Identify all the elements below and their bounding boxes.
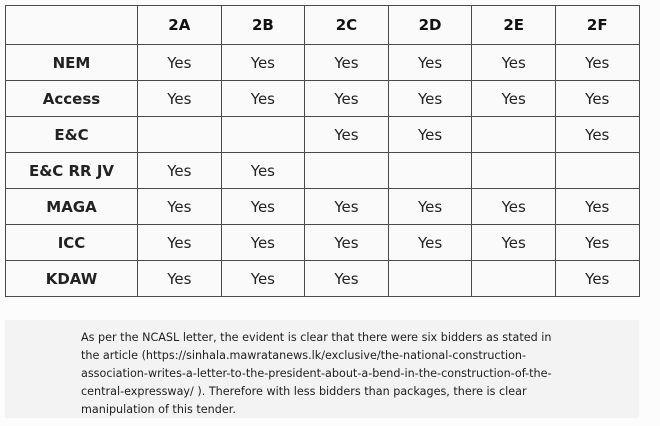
table-cell: Yes: [138, 153, 222, 189]
row-header: Access: [6, 81, 138, 117]
table-cell: Yes: [138, 261, 222, 297]
row-header: NEM: [6, 45, 138, 81]
table-cell: Yes: [221, 189, 305, 225]
table-cell: Yes: [555, 45, 639, 81]
table-cell: Yes: [138, 225, 222, 261]
table-cell: Yes: [555, 189, 639, 225]
table-cell: [221, 117, 305, 153]
table-cell: Yes: [472, 81, 556, 117]
table-cell: Yes: [305, 81, 389, 117]
table-cell: Yes: [221, 45, 305, 81]
row-header: ICC: [6, 225, 138, 261]
table-cell: Yes: [388, 81, 472, 117]
table-cell: Yes: [388, 45, 472, 81]
table-cell: Yes: [555, 261, 639, 297]
table-cell: Yes: [555, 225, 639, 261]
table-cell: [555, 153, 639, 189]
table-cell: [388, 153, 472, 189]
table-cell: Yes: [388, 189, 472, 225]
table-cell: Yes: [305, 45, 389, 81]
column-header: 2B: [221, 6, 305, 45]
table-cell: Yes: [472, 189, 556, 225]
table-row: [6, 261, 640, 297]
row-header: E&C RR JV: [6, 153, 138, 189]
table-cell: [305, 153, 389, 189]
column-header: 2D: [388, 6, 472, 45]
table-cell: Yes: [388, 117, 472, 153]
row-header: E&C: [6, 117, 138, 153]
table-cell: Yes: [555, 81, 639, 117]
table-cell: Yes: [305, 189, 389, 225]
table-header-row: [6, 6, 640, 45]
column-header: 2C: [305, 6, 389, 45]
table-cell: [388, 261, 472, 297]
table-cell: [472, 117, 556, 153]
column-header: 2E: [472, 6, 556, 45]
table-cell: Yes: [472, 225, 556, 261]
table-cell: Yes: [555, 117, 639, 153]
table-row: [6, 189, 640, 225]
table-cell: Yes: [305, 261, 389, 297]
table-cell: Yes: [138, 81, 222, 117]
table-cell: [472, 261, 556, 297]
note-box: [5, 320, 639, 418]
table-cell: Yes: [138, 189, 222, 225]
table-cell: [138, 117, 222, 153]
column-header: 2A: [138, 6, 222, 45]
table-row: [6, 45, 640, 81]
table-cell: Yes: [388, 225, 472, 261]
table-corner-cell: [6, 6, 138, 45]
table-row: [6, 117, 640, 153]
table-row: [6, 225, 640, 261]
table-cell: Yes: [305, 225, 389, 261]
table-cell: Yes: [221, 153, 305, 189]
table-cell: Yes: [472, 45, 556, 81]
table-cell: Yes: [305, 117, 389, 153]
table-cell: Yes: [221, 261, 305, 297]
bidder-package-table: [5, 5, 640, 297]
column-header: 2F: [555, 6, 639, 45]
table-cell: Yes: [138, 45, 222, 81]
table-cell: [472, 153, 556, 189]
table-row: [6, 153, 640, 189]
table-cell: Yes: [221, 225, 305, 261]
table-row: [6, 81, 640, 117]
table-cell: Yes: [221, 81, 305, 117]
note-text: As per the NCASL letter, the evident is clear that there were six bidders as stated in the article (https://sinhala.mawratanews.lk/exclusive/the-national-construction-association-writes-a-letter-to-the-president-about-a-bend-in-the-construction-of-the-central-expressway/ ). Therefore with less bidders than packages, there is clear manipulation of this tender.: [81, 331, 552, 416]
row-header: KDAW: [6, 261, 138, 297]
row-header: MAGA: [6, 189, 138, 225]
